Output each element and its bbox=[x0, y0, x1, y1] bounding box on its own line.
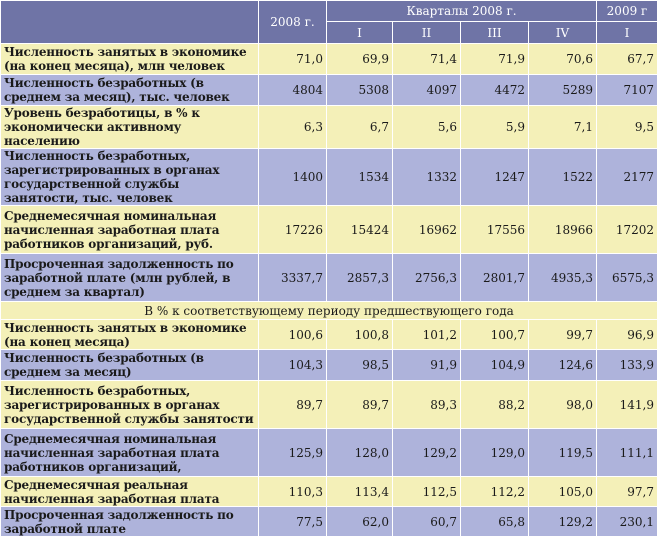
row-value: 91,9 bbox=[393, 350, 461, 381]
row-value: 230,1 bbox=[597, 507, 657, 537]
row-value: 17226 bbox=[259, 206, 327, 254]
row-value: 111,1 bbox=[597, 429, 657, 477]
row-label: Численность безработных, зарегистрированных в органах государственной службы занятости, тыс. человек bbox=[1, 149, 259, 206]
row-value: 125,9 bbox=[259, 429, 327, 477]
row-value: 1400 bbox=[259, 149, 327, 206]
row-label: Просроченная задолженность по заработной плате (млн рублей, в среднем за квартал) bbox=[1, 254, 259, 302]
row-value: 65,8 bbox=[461, 507, 529, 537]
header-quarter-3: III bbox=[461, 22, 529, 44]
row-value: 97,7 bbox=[597, 477, 657, 507]
row-value: 67,7 bbox=[597, 44, 657, 75]
row-value: 96,9 bbox=[597, 320, 657, 350]
row-value: 1332 bbox=[393, 149, 461, 206]
row-value: 4472 bbox=[461, 75, 529, 106]
row-value: 112,2 bbox=[461, 477, 529, 507]
row-value: 71,4 bbox=[393, 44, 461, 75]
row-value: 98,0 bbox=[529, 381, 597, 429]
row-label: Среднемесячная номинальная начисленная заработная плата работников организаций, bbox=[1, 429, 259, 477]
row-value: 77,5 bbox=[259, 507, 327, 537]
row-value: 6,3 bbox=[259, 106, 327, 149]
row-value: 119,5 bbox=[529, 429, 597, 477]
row-value: 100,6 bbox=[259, 320, 327, 350]
row-value: 128,0 bbox=[327, 429, 393, 477]
row-value: 113,4 bbox=[327, 477, 393, 507]
row-value: 105,0 bbox=[529, 477, 597, 507]
row-value: 18966 bbox=[529, 206, 597, 254]
table-row bbox=[1, 106, 657, 149]
table-row bbox=[1, 320, 657, 350]
row-label: Среднемесячная номинальная начисленная заработная плата работников организаций, руб. bbox=[1, 206, 259, 254]
row-value: 3337,7 bbox=[259, 254, 327, 302]
row-label: Просроченная задолженность по заработной плате bbox=[1, 507, 259, 537]
row-label: Численность занятых в экономике (на конец месяца) bbox=[1, 320, 259, 350]
row-value: 100,7 bbox=[461, 320, 529, 350]
row-value: 89,7 bbox=[259, 381, 327, 429]
section-title: В % к соответствующему периоду предшествующего года bbox=[1, 302, 657, 320]
row-value: 71,0 bbox=[259, 44, 327, 75]
row-value: 7107 bbox=[597, 75, 657, 106]
row-label: Уровень безработицы, в % к экономически активному населению bbox=[1, 106, 259, 149]
table-row bbox=[1, 44, 657, 75]
row-value: 101,2 bbox=[393, 320, 461, 350]
row-value: 17556 bbox=[461, 206, 529, 254]
row-value: 4097 bbox=[393, 75, 461, 106]
table-row bbox=[1, 477, 657, 507]
row-value: 16962 bbox=[393, 206, 461, 254]
row-value: 2857,3 bbox=[327, 254, 393, 302]
header-quarter-2: II bbox=[393, 22, 461, 44]
row-label: Численность безработных, зарегистрированных в органах государственной службы занятости bbox=[1, 381, 259, 429]
header-quarter-4: IV bbox=[529, 22, 597, 44]
row-value: 4935,3 bbox=[529, 254, 597, 302]
row-value: 112,5 bbox=[393, 477, 461, 507]
section-divider-row bbox=[1, 302, 657, 320]
row-value: 89,7 bbox=[327, 381, 393, 429]
header-year-2009: 2009 г bbox=[597, 1, 657, 22]
row-value: 69,9 bbox=[327, 44, 393, 75]
row-value: 60,7 bbox=[393, 507, 461, 537]
row-value: 15424 bbox=[327, 206, 393, 254]
row-value: 99,7 bbox=[529, 320, 597, 350]
row-value: 100,8 bbox=[327, 320, 393, 350]
row-label: Численность безработных (в среднем за месяц) bbox=[1, 350, 259, 381]
row-value: 5308 bbox=[327, 75, 393, 106]
row-value: 2756,3 bbox=[393, 254, 461, 302]
header-blank-cell bbox=[1, 1, 259, 44]
row-value: 5,9 bbox=[461, 106, 529, 149]
row-value: 4804 bbox=[259, 75, 327, 106]
row-value: 129,0 bbox=[461, 429, 529, 477]
table-row bbox=[1, 254, 657, 302]
row-value: 5,6 bbox=[393, 106, 461, 149]
row-value: 104,9 bbox=[461, 350, 529, 381]
row-value: 6,7 bbox=[327, 106, 393, 149]
row-value: 6575,3 bbox=[597, 254, 657, 302]
table-row bbox=[1, 381, 657, 429]
row-value: 133,9 bbox=[597, 350, 657, 381]
row-value: 88,2 bbox=[461, 381, 529, 429]
row-value: 7,1 bbox=[529, 106, 597, 149]
table-row bbox=[1, 350, 657, 381]
row-value: 141,9 bbox=[597, 381, 657, 429]
header-quarters-group: Кварталы 2008 г. bbox=[327, 1, 597, 22]
row-label: Численность занятых в экономике (на конец месяца), млн человек bbox=[1, 44, 259, 75]
header-year-2008: 2008 г. bbox=[259, 1, 327, 44]
row-value: 89,3 bbox=[393, 381, 461, 429]
row-value: 110,3 bbox=[259, 477, 327, 507]
row-value: 124,6 bbox=[529, 350, 597, 381]
header-2009-quarter-1: I bbox=[597, 22, 657, 44]
row-value: 2801,7 bbox=[461, 254, 529, 302]
row-value: 104,3 bbox=[259, 350, 327, 381]
row-value: 9,5 bbox=[597, 106, 657, 149]
row-value: 1534 bbox=[327, 149, 393, 206]
row-value: 1522 bbox=[529, 149, 597, 206]
row-value: 2177 bbox=[597, 149, 657, 206]
row-value: 71,9 bbox=[461, 44, 529, 75]
row-value: 62,0 bbox=[327, 507, 393, 537]
row-value: 129,2 bbox=[393, 429, 461, 477]
row-value: 98,5 bbox=[327, 350, 393, 381]
row-value: 70,6 bbox=[529, 44, 597, 75]
row-label: Численность безработных (в среднем за месяц), тыс. человек bbox=[1, 75, 259, 106]
table-row bbox=[1, 206, 657, 254]
row-value: 129,2 bbox=[529, 507, 597, 537]
table-row bbox=[1, 429, 657, 477]
row-value: 5289 bbox=[529, 75, 597, 106]
row-label: Среднемесячная реальная начисленная заработная плата bbox=[1, 477, 259, 507]
row-value: 1247 bbox=[461, 149, 529, 206]
row-value: 17202 bbox=[597, 206, 657, 254]
table-body bbox=[1, 44, 657, 537]
header-quarter-1: I bbox=[327, 22, 393, 44]
table-row bbox=[1, 75, 657, 106]
table-row bbox=[1, 149, 657, 206]
